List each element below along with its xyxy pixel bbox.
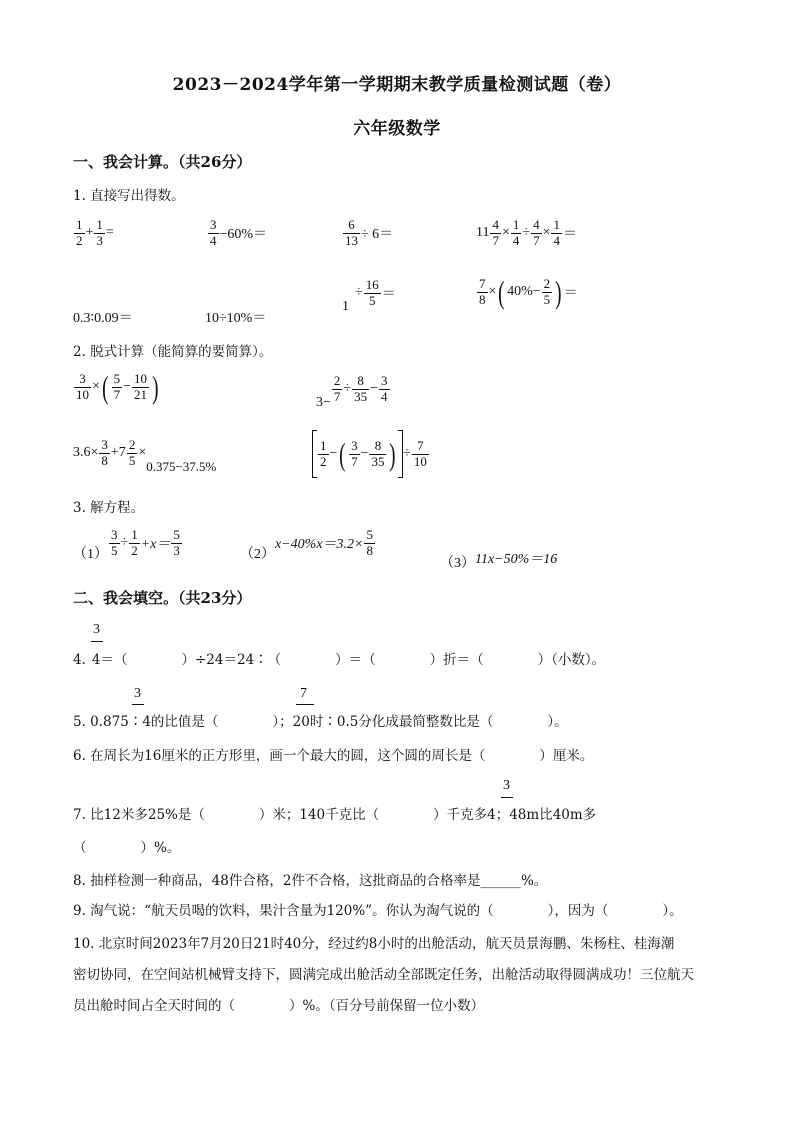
- q7-fraction-bar: [501, 797, 513, 798]
- q7-line2: （ ）%。: [73, 840, 181, 856]
- q5-fraction-a-bar: [132, 704, 144, 705]
- q1-expr-7: 1÷ $\frac{16}{5}$ ＝: [342, 277, 396, 315]
- q10-line1: 10. 北京时间2023年7月20日21时40分，经过约8小时的出舱活动，航天员景海鹏、朱杨柱、桂海潮: [73, 936, 675, 952]
- q7-fraction-numerator: 3: [503, 778, 510, 793]
- q2-expr-2: 3− $\frac{2}{7}$ ÷ $\frac{8}{35}$ − $\frac{3}{4}$: [316, 373, 388, 411]
- q1-expr-8: $\frac{7}{8}$ ×( 40%− $\frac{2}{5}$ ) ＝: [479, 274, 578, 310]
- q8-text: 8. 抽样检测一种商品，48件合格，2件不合格，这批商品的合格率是______%。: [73, 873, 548, 889]
- q3-equation-1: （1） $\frac{3}{5}$ ÷ $\frac{1}{2}$ +x＝ $\frac{5}{3}$: [73, 527, 180, 563]
- q6-text: 6. 在周长为16厘米的正方形里，画一个最大的圆，这个圆的周长是（ ）厘米。: [73, 748, 594, 764]
- page-subtitle: 六年级数学: [353, 119, 441, 139]
- q1-expr-5: 0.3∶0.09＝: [73, 311, 133, 326]
- q9-text: 9. 淘气说：“航天员喝的饮料，果汁含量为120%”。你认为淘气说的（ ），因为（ ）。: [73, 903, 683, 919]
- q2-expr-4: $\frac{1}{2}$ −( $\frac{3}{7}$ − $\frac{8}{35}$ ) ÷ $\frac{7}{10}$: [312, 430, 430, 478]
- q2-label: 2. 脱式计算（能简算的要简算）。: [73, 344, 273, 360]
- q7-line1: 7. 比12米多25%是（ ）米；140千克比（ ）千克多4；48m比40m多: [73, 807, 597, 823]
- q1-label: 1. 直接写出得数。: [73, 188, 185, 204]
- q4-text: 4. 4＝（ ）÷24＝24∶（ ）＝（ ）折＝（ ）（小数）。: [73, 652, 606, 668]
- q1-expr-4: 11 $\frac{4}{7}$ × $\frac{1}{4}$ ÷ $\frac{4}{7}$ × $\frac{1}{4}$ ＝: [476, 217, 577, 248]
- q1-expr-6: 10÷10%＝: [205, 311, 267, 326]
- q1-expr-2: $\frac{3}{4}$ −60%＝: [210, 217, 268, 248]
- q10-line3: 员出舱时间占全天时间的（ ）%。（百分号前保留一位小数）: [73, 998, 485, 1014]
- q2-expr-1: $\frac{3}{10}$ ×( $\frac{5}{7}$ − $\frac{10}{21}$ ): [76, 369, 159, 405]
- q4-fraction-bar: [91, 641, 103, 642]
- q3-label: 3. 解方程。: [73, 500, 145, 516]
- q5-fraction-b-bar: [296, 704, 314, 705]
- q3-equation-2: （2）x−40%x＝3.2× $\frac{5}{8}$: [240, 527, 373, 563]
- section1-heading: 一、我会计算。（共26分）: [73, 153, 252, 171]
- q1-expr-1: $\frac{1}{2}$ + $\frac{1}{3}$ =: [76, 217, 114, 248]
- q5-fraction-b-numerator: 7: [300, 686, 307, 701]
- q5-fraction-a-numerator: 3: [134, 686, 141, 701]
- q3-equation-3: （3）11x−50%＝16: [440, 552, 558, 571]
- q1-expr-3: $\frac{6}{13}$ ÷ 6＝: [345, 217, 394, 248]
- q4-fraction-numerator: 3: [93, 622, 100, 637]
- q2-expr-3: 3.6× $\frac{3}{8}$ +7 $\frac{2}{5}$ ×0.375−37.5%: [73, 437, 217, 475]
- section2-heading: 二、我会填空。（共23分）: [73, 589, 252, 607]
- page-title: 2023－2024学年第一学期期末教学质量检测试题（卷）: [172, 75, 622, 95]
- q10-line2: 密切协同，在空间站机械臂支持下，圆满完成出舱活动全部既定任务，出舱活动取得圆满成功！三位航天: [73, 967, 694, 983]
- q5-text: 5. 0.875∶4的比值是（ ）；20时∶0.5分化成最简整数比是（ ）。: [73, 714, 568, 730]
